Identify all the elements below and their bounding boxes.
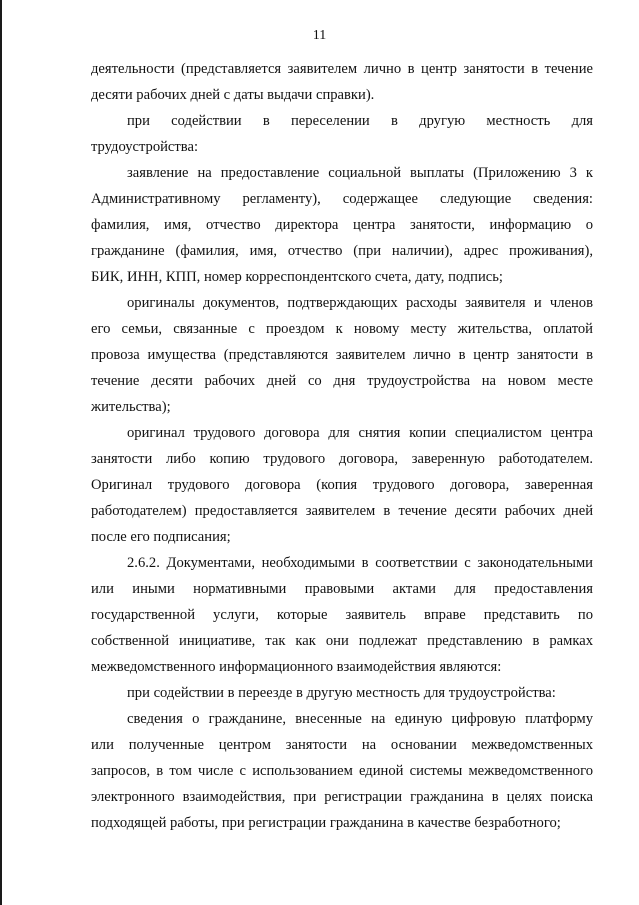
text-line: оригинал трудового договора для снятия копии специалистом центра (127, 425, 593, 441)
text-line: деятельности (представляется заявителем лично в центр занятости в течение (91, 61, 593, 77)
text-line: десяти рабочих дней с даты выдачи справки). (91, 87, 375, 103)
text-line: его семьи, связанные с проездом к новому месту жительства, оплатой (91, 321, 593, 337)
text-line: течение десяти рабочих дней со дня трудоустройства на новом месте (91, 373, 593, 389)
text-line: сведения о гражданине, внесенные на единую цифровую платформу (127, 711, 593, 727)
text-line: межведомственного информационного взаимодействия являются: (91, 659, 502, 675)
text-line: трудоустройства: (91, 139, 199, 155)
text-line: 2.6.2. Документами, необходимыми в соответствии с законодательными (127, 555, 593, 571)
text-line: занятости либо копию трудового договора, заверенную работодателем. (91, 451, 593, 467)
text-line: электронного взаимодействия, при регистрации гражданина в целях поиска (91, 789, 593, 805)
text-line: при содействии в переселении в другую местность для (127, 113, 593, 129)
text-line: провоза имущества (представляются заявителем лично в центр занятости в (91, 347, 593, 363)
text-line: Административному регламенту), содержащее следующие сведения: (91, 191, 593, 207)
text-line: или полученные центром занятости на основании межведомственных (91, 737, 593, 753)
text-line: после его подписания; (91, 529, 231, 545)
text-line: оригиналы документов, подтверждающих расходы заявителя и членов (127, 295, 593, 311)
text-line: собственной инициативе, так как они подлежат представлению в рамках (91, 633, 593, 649)
text-line: гражданине (фамилия, имя, отчество (при наличии), адрес проживания), (91, 243, 593, 259)
text-line: работодателем) предоставляется заявителем в течение десяти рабочих дней (91, 503, 593, 519)
text-line: заявление на предоставление социальной выплаты (Приложению 3 к (127, 165, 593, 181)
text-line: Оригинал трудового договора (копия трудового договора, заверенная (91, 477, 593, 493)
text-line: подходящей работы, при регистрации гражданина в качестве безработного; (91, 815, 561, 831)
page-number: 11 (312, 28, 327, 43)
text-line: БИК, ИНН, КПП, номер корреспондентского счета, дату, подпись; (91, 269, 503, 285)
document-body (91, 56, 593, 836)
text-line: фамилия, имя, отчество директора центра занятости, информацию о (91, 217, 593, 233)
text-line: при содействии в переезде в другую местность для трудоустройства: (127, 685, 556, 701)
text-line: запросов, в том числе с использованием единой системы межведомственного (91, 763, 593, 779)
text-line: жительства); (91, 399, 171, 415)
text-line: или иными нормативными правовыми актами для предоставления (91, 581, 593, 597)
text-line: государственной услуги, которые заявитель вправе представить по (91, 607, 593, 623)
scan-edge-line (0, 0, 2, 905)
